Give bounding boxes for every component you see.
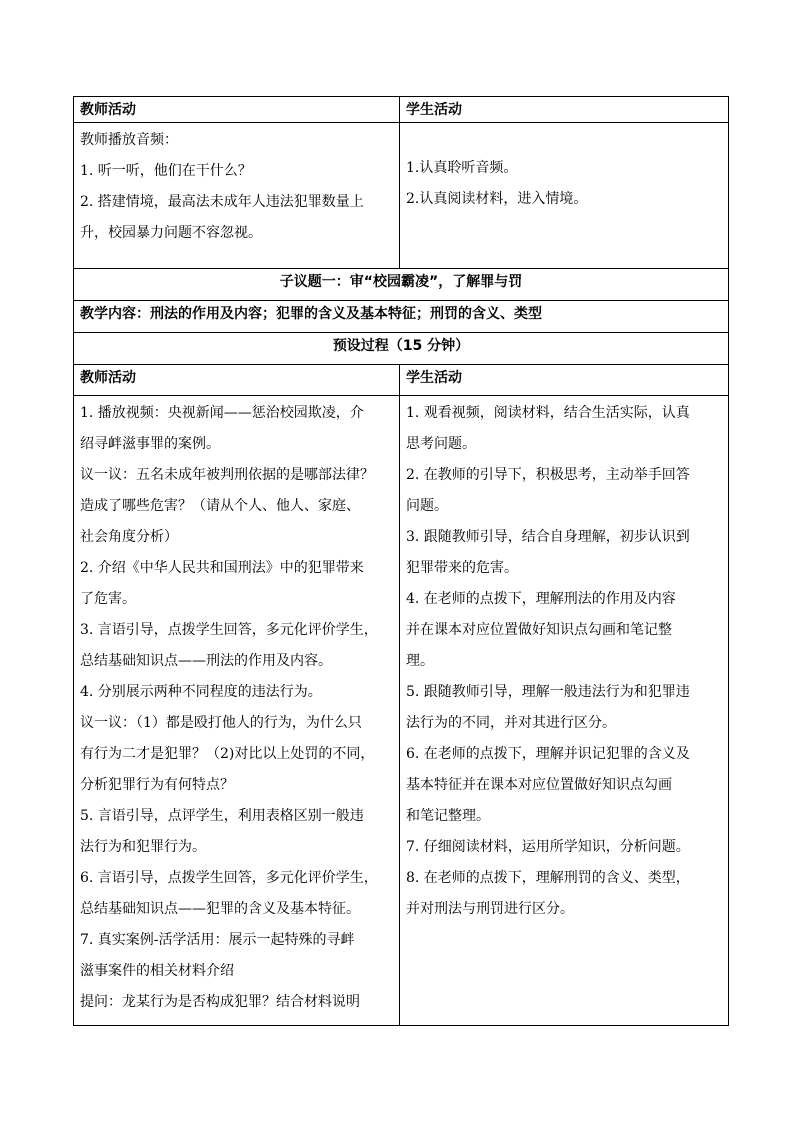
teaching-content: 教学内容：刑法的作用及内容；犯罪的含义及基本特征；刑罚的含义、类型 — [74, 301, 729, 333]
text-line: 2. 搭建情境，最高法未成年人违法犯罪数量上 — [80, 194, 364, 210]
topic-row — [74, 269, 729, 301]
table-header-row-2 — [74, 365, 729, 396]
text-line: 分析犯罪行为有何特点？ — [80, 777, 234, 793]
text-line: 理。 — [406, 653, 434, 669]
intro-teacher-cell — [74, 123, 400, 269]
text-line: 滋事案件的相关材料介绍 — [80, 963, 234, 979]
text-line: 1. 观看视频，阅读材料，结合生活实际，认真 — [406, 405, 690, 421]
text-line: 问题。 — [406, 498, 448, 514]
text-line: 绍寻衅滋事罪的案例。 — [80, 436, 220, 452]
text-line: 3. 言语引导，点拨学生回答，多元化评价学生， — [80, 622, 378, 638]
text-line: 4. 分别展示两种不同程度的违法行为。 — [80, 684, 322, 700]
text-line: 7. 真实案例-活学活用：展示一起特殊的寻衅 — [80, 932, 355, 948]
text-line: 法行为和犯罪行为。 — [80, 839, 206, 855]
text-line: 5. 跟随教师引导，理解一般违法行为和犯罪违 — [406, 684, 690, 700]
text-line: 升，校园暴力问题不容忽视。 — [80, 225, 262, 241]
intro-student-cell — [400, 123, 729, 269]
text-line: 8. 在老师的点拨下，理解刑罚的含义、类型， — [406, 870, 690, 886]
text-line: 教师播放音频： — [80, 132, 178, 148]
text-line: 并对刑法与刑罚进行区分。 — [406, 901, 574, 917]
teacher-activity-header: 教师活动 — [74, 97, 400, 123]
table-header-row — [74, 97, 729, 123]
main-row — [74, 396, 729, 1026]
text-line: 社会角度分析） — [80, 529, 178, 545]
main-student-cell — [400, 396, 729, 1026]
text-line: 6. 在老师的点拨下，理解并识记犯罪的含义及 — [406, 746, 690, 762]
text-line: 了危害。 — [80, 591, 136, 607]
main-teacher-cell — [74, 396, 400, 1026]
text-line: 造成了哪些危害？（请从个人、他人、家庭、 — [80, 498, 360, 514]
text-line: 3. 跟随教师引导，结合自身理解，初步认识到 — [406, 529, 690, 545]
teacher-activity-header-2: 教师活动 — [74, 365, 400, 396]
text-line: 5. 言语引导，点评学生，利用表格区别一般违 — [80, 808, 364, 824]
lesson-plan-table — [73, 96, 729, 1026]
text-line: 犯罪带来的危害。 — [406, 560, 518, 576]
text-line: 2.认真阅读材料，进入情境。 — [406, 191, 588, 207]
text-line: 7. 仔细阅读材料，运用所学知识，分析问题。 — [406, 839, 690, 855]
text-line: 总结基础知识点——犯罪的含义及基本特征。 — [80, 901, 360, 917]
text-line: 法行为的不同，并对其进行区分。 — [406, 715, 616, 731]
student-activity-header-2: 学生活动 — [400, 365, 729, 396]
text-line: 并在课本对应位置做好知识点勾画和笔记整 — [406, 622, 672, 638]
text-line: 有行为二才是犯罪？（2)对比以上处罚的不同， — [80, 746, 375, 762]
text-line: 6. 言语引导，点拨学生回答，多元化评价学生， — [80, 870, 378, 886]
student-activity-header: 学生活动 — [400, 97, 729, 123]
text-line: 总结基础知识点——刑法的作用及内容。 — [80, 653, 332, 669]
spacer — [406, 125, 722, 153]
text-line: 2. 在教师的引导下，积极思考，主动举手回答 — [406, 467, 690, 483]
text-line: 1.认真聆听音频。 — [406, 160, 518, 176]
text-line: 1. 听一听，他们在干什么？ — [80, 163, 252, 179]
intro-row — [74, 123, 729, 269]
text-line: 和笔记整理。 — [406, 808, 490, 824]
text-line: 议一议：（1）都是殴打他人的行为，为什么只 — [80, 715, 362, 731]
text-line: 1. 播放视频：央视新闻——惩治校园欺凌，介 — [80, 405, 364, 421]
content-row — [74, 301, 729, 333]
text-line: 基本特征并在课本对应位置做好知识点勾画 — [406, 777, 672, 793]
text-line: 议一议：五名未成年被判刑依据的是哪部法律？ — [80, 467, 374, 483]
text-line: 4. 在老师的点拨下，理解刑法的作用及内容 — [406, 591, 676, 607]
topic-heading: 子议题一：审“校园霸凌”，了解罪与罚 — [74, 269, 729, 301]
process-heading: 预设过程（15 分钟） — [74, 333, 729, 365]
process-row — [74, 333, 729, 365]
text-line: 提问：龙某行为是否构成犯罪？结合材料说明 — [80, 994, 360, 1010]
text-line: 2. 介绍《中华人民共和国刑法》中的犯罪带来 — [80, 560, 364, 576]
text-line: 思考问题。 — [406, 436, 476, 452]
